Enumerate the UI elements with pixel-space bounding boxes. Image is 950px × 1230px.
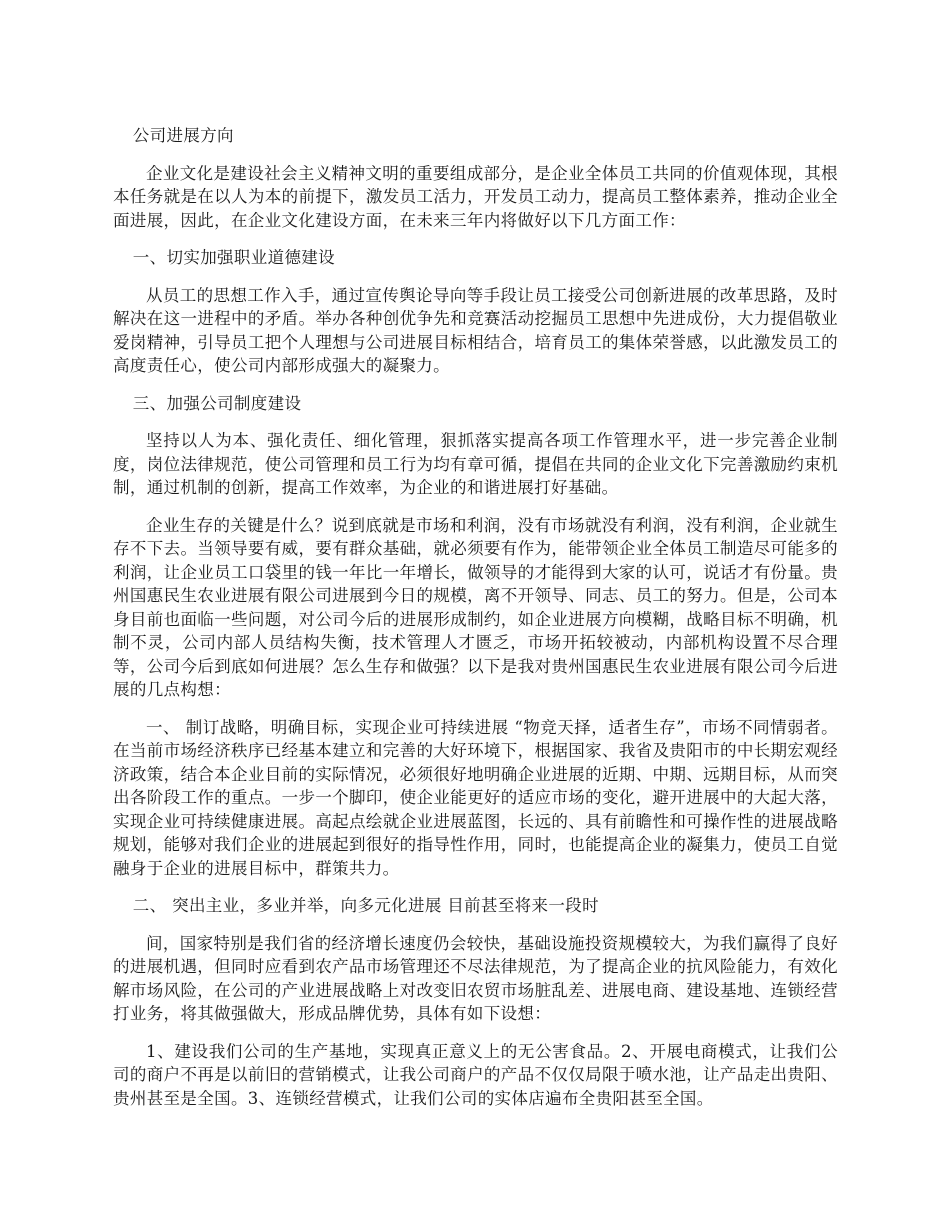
section-heading-systems: 三、加强公司制度建设 — [132, 393, 302, 413]
section-heading-ethics: 一、切实加强职业道德建设 — [132, 248, 335, 267]
paragraph-diversify: 间，国家特别是我们省的经济增长速度仍会较快，基础设施投资规模较大，为我们赢得了良好的进展机遇，但同时应看到农产品市场管理还不尽法律规范，为了提高企业的抗风险能力，有效化解市场风险，在公司的产业进展战略上对改变旧农贸市场脏乱差、进展电商、建设基地、连锁经营打业务，将其做强做大，形成品牌优势，具体有如下设想： — [113, 933, 838, 1023]
paragraph-strategy: 一、 制订战略，明确目标，实现企业可持续进展 “物竞天择，适者生存”，市场不同情弱者。在当前市场经济秩序已经基本建立和完善的大好环境下，根据国家、我省及贵阳市的中长期宏观经济政策，结合本企业目前的实际情况，必须很好地明确企业进展的近期、中期、远期目标，从而突出各阶段工作的重点。一步一个脚印，使企业能更好的适应市场的变化，避开进展中的大起大落，实现企业可持续健康进展。高起点绘就企业进展蓝图，长远的、具有前瞻性和可操作性的进展战略规划，能够对我们企业的进展起到很好的指导性作用，同时，也能提高企业的凝集力，使员工自觉融身于企业的进展目标中，群策共力。 — [113, 717, 838, 878]
paragraph-plans: 1、建设我们公司的生产基地，实现真正意义上的无公害食品。2、开展电商模式，让我们公司的商户不再是以前旧的营销模式，让我公司商户的产品不仅仅局限于喷水池，让产品走出贵阳、贵州甚至是全国。3、连锁经营模式，让我们公司的实体店遍布全贵阳甚至全国。 — [113, 1041, 838, 1108]
paragraph-ethics: 从员工的思想工作入手，通过宣传舆论导向等手段让员工接受公司创新进展的改革思路，及时解决在这一进程中的矛盾。举办各种创优争先和竞赛活动挖掘员工思想中先进成份，大力提倡敬业爱岗精神，引导员工把个人理想与公司进展目标相结合，培育员工的集体荣誉感，以此激发员工的高度责任心，使公司内部形成强大的凝聚力。 — [113, 285, 838, 375]
paragraph-survival: 企业生存的关键是什么？说到底就是市场和利润，没有市场就没有利润，没有利润，企业就生存不下去。当领导要有威，要有群众基础，就必须要有作为，能带领企业全体员工制造尽可能多的利润，让企业员工口袋里的钱一年比一年增长，做领导的才能得到大家的认可，说话才有份量。贵州国惠民生农业进展有限公司进展到今日的规模，离不开领导、同志、员工的努力。但是，公司本身目前也面临一些问题，对公司今后的进展形成制约，如企业进展方向模糊，战略目标不明确，机制不灵，公司内部人员结构失衡，技术管理人才匮乏，市场开拓较被动，内部机构设置不尽合理等，公司今后到底如何进展？怎么生存和做强？以下是我对贵州国惠民生农业进展有限公司今后进展的几点构想： — [113, 515, 838, 699]
paragraph-systems: 坚持以人为本、强化责任、细化管理，狠抓落实提高各项工作管理水平，进一步完善企业制度，岗位法律规范，使公司管理和员工行为均有章可循，提倡在共同的企业文化下完善激励约束机制，通过机制的创新，提高工作效率，为企业的和谐进展打好基础。 — [113, 431, 838, 497]
paragraph-intro: 企业文化是建设社会主义精神文明的重要组成部分，是企业全体员工共同的价值观体现，其根本任务就是在以人为本的前提下，激发员工活力，开发员工动力，提高员工整体素养，推动企业全面进展，因此，在企业文化建设方面，在未来三年内将做好以下几方面工作： — [113, 163, 838, 230]
section-heading-diversify: 二、 突出主业，多业并举，向多元化进展 目前甚至将来一段时 — [132, 896, 599, 915]
document-body — [113, 124, 838, 1124]
document-title: 公司进展方向 — [132, 126, 234, 145]
